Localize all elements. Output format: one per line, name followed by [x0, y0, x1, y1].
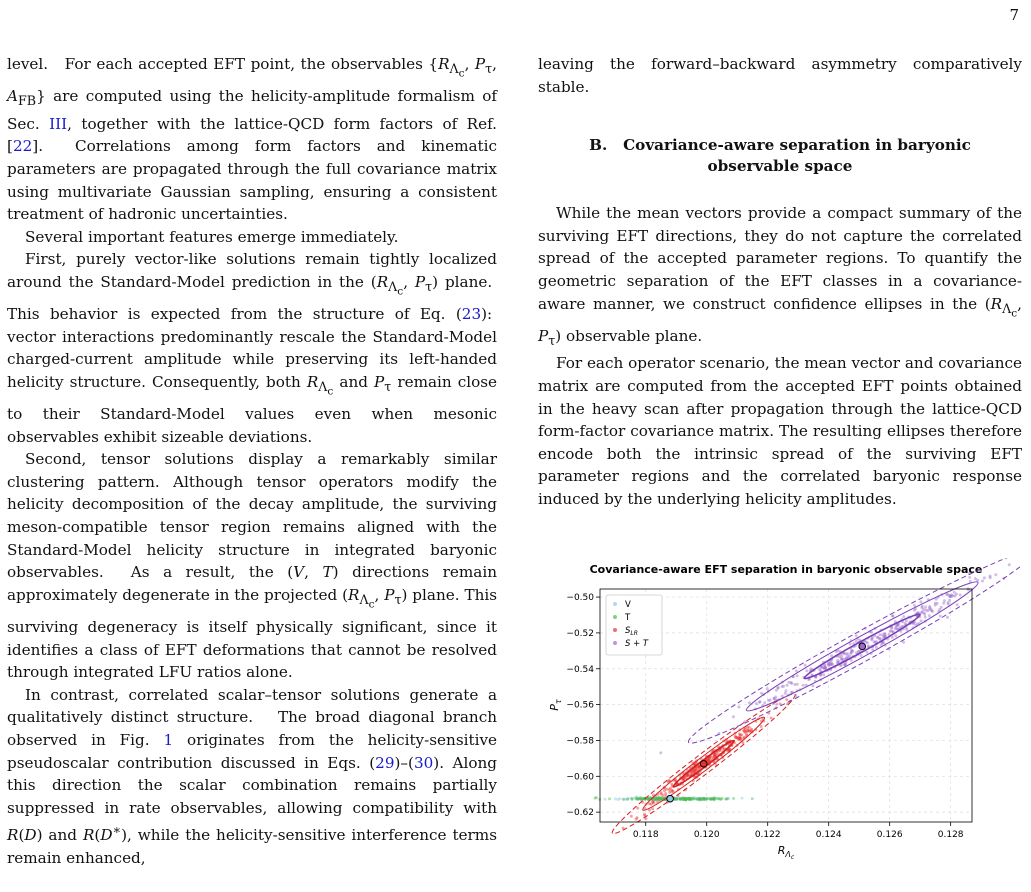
- st-point: [781, 695, 784, 698]
- t-point: [679, 798, 682, 801]
- slr-point: [630, 815, 633, 818]
- st-point: [838, 660, 841, 663]
- st-point: [943, 599, 946, 602]
- st-point: [946, 616, 949, 619]
- paragraph: level. For each accepted EFT point, the observables {$R_{\Lambda_c}$, $P_\tau$, $A_{FB}$} are computed using the helicity-amplitude formalism of Sec. III, together with the lattice-QCD form factors of Ref. [22]. Correlations among form factors and kinematic parameters are propagated through the full covariance matrix using multivariate Gaussian sampling, ensuring a consistent treatment of hadronic uncertainties.: [7, 55, 497, 224]
- y-tick-label: −0.50: [566, 593, 594, 604]
- t-point: [640, 797, 643, 800]
- equation-link[interactable]: 23: [461, 305, 482, 324]
- slr-point: [738, 733, 741, 736]
- x-axis-label: $R_\Lambda c$: [777, 844, 795, 861]
- legend-marker: [613, 615, 617, 619]
- slr-point: [695, 768, 698, 771]
- x-tick-label: 0.128: [937, 830, 964, 840]
- st-point: [959, 594, 962, 597]
- figure: [540, 558, 1020, 888]
- y-tick-label: −0.60: [566, 772, 594, 783]
- slr-point: [760, 725, 763, 728]
- st-point: [913, 604, 916, 607]
- st-point: [939, 615, 942, 618]
- slr-point: [770, 717, 773, 720]
- st-point: [775, 689, 778, 692]
- left-column: [7, 53, 497, 870]
- st-point: [921, 605, 924, 608]
- legend-label: T: [625, 613, 631, 623]
- st-point: [989, 576, 992, 579]
- st-point: [844, 663, 847, 666]
- st-point: [920, 619, 923, 622]
- paragraph: Second, tensor solutions display a remarkably similar clustering pattern. Although tensor operators modify the helicity decomposition of the decay amplitude, the surviving meson-compatible tensor region remains aligned with the Standard-Model helicity structure in integrated baryonic observables. As a result, the (V, T) directions remain approximately degenerate in the projected ($R_{\Lambda_c}$, $P_\tau$) plane. This surviving degeneracy is itself physically significant, since it identifies a class of EFT deformations that cannot be resolved through integrated LFU ratios alone.: [7, 450, 498, 682]
- st-point: [884, 635, 887, 638]
- y-axis-label: $P_\tau$: [548, 699, 563, 711]
- st-point: [1008, 563, 1011, 566]
- st-point: [763, 701, 766, 704]
- legend-marker: [613, 641, 617, 645]
- legend: [606, 595, 662, 655]
- v-point: [614, 797, 617, 800]
- y-tick-label: −0.56: [566, 700, 594, 711]
- legend-label: $S_{LR}$: [625, 626, 638, 637]
- st-point: [796, 674, 799, 677]
- slr-point: [667, 779, 670, 782]
- paragraph: While the mean vectors provide a compact summary of the surviving EFT directions, they do not capture the correlated spread of the accepted parameter regions. To quantify the geometric separation of the EFT classes in a covariance-aware manner, we construct confidence ellipses in the ($R_{\Lambda_c}$, $P_\tau$) observable plane.: [538, 204, 1022, 348]
- st-point: [822, 666, 825, 669]
- st-point: [924, 616, 927, 619]
- st-point: [822, 673, 825, 676]
- st-point: [841, 658, 844, 661]
- t-point: [631, 798, 634, 801]
- st-point: [850, 649, 853, 652]
- slr-point: [668, 791, 671, 794]
- st-point: [919, 600, 922, 603]
- t-point: [726, 797, 729, 800]
- t-point: [715, 797, 718, 800]
- slr-point: [635, 818, 638, 821]
- st-mean-marker: [859, 643, 866, 650]
- y-tick-label: −0.58: [566, 736, 594, 747]
- st-point: [891, 614, 894, 617]
- st-point: [968, 576, 971, 579]
- y-tick-label: −0.54: [566, 664, 594, 675]
- st-point: [928, 607, 931, 610]
- citation-link[interactable]: 22: [12, 137, 33, 156]
- slr-mean-marker: [700, 760, 707, 767]
- st-point: [934, 604, 937, 607]
- st-point: [881, 633, 884, 636]
- t-point: [626, 798, 629, 801]
- st-point: [785, 689, 788, 692]
- st-point: [775, 703, 778, 706]
- st-point: [804, 664, 807, 667]
- t-point: [692, 797, 695, 800]
- paragraph: Several important features emerge immediately.: [25, 227, 399, 246]
- t-point: [675, 797, 678, 800]
- slr-point: [671, 789, 674, 792]
- slr-point: [745, 733, 748, 736]
- st-point: [755, 702, 758, 705]
- st-point: [948, 595, 951, 598]
- st-point: [787, 681, 790, 684]
- st-point: [924, 606, 927, 609]
- st-point: [865, 641, 868, 644]
- st-point: [947, 603, 950, 606]
- t-point: [660, 797, 663, 800]
- t-point: [709, 798, 712, 801]
- st-point: [748, 701, 751, 704]
- t-point: [701, 798, 704, 801]
- equation-link[interactable]: 30: [413, 753, 434, 772]
- st-point: [846, 655, 849, 658]
- v-point: [604, 798, 607, 801]
- t-point: [637, 797, 640, 800]
- slr-point: [739, 737, 742, 740]
- st-point: [790, 682, 793, 685]
- st-point: [773, 697, 776, 700]
- x-tick-label: 0.124: [815, 830, 842, 840]
- st-point: [951, 594, 954, 597]
- figure-link[interactable]: 1: [163, 730, 174, 749]
- paragraph: For each operator scenario, the mean vector and covariance matrix are computed from the accepted EFT points obtained in the heavy scan after propagation through the lattice-QCD form-factor covariance matrix. The resulting ellipses therefore encode both the intrinsic spread of the surviving EFT parameter regions and the correlated baryonic response induced by the underlying helicity amplitudes.: [538, 354, 1022, 508]
- st-point: [855, 640, 858, 643]
- st-point: [913, 609, 916, 612]
- slr-point: [666, 788, 669, 791]
- st-point: [891, 636, 894, 639]
- slr-point: [643, 813, 646, 816]
- t-point: [689, 797, 692, 800]
- v-point: [617, 798, 620, 801]
- t-point: [732, 797, 735, 800]
- st-point: [777, 686, 780, 689]
- x-tick-label: 0.126: [876, 830, 903, 840]
- st-point: [894, 634, 897, 637]
- st-point: [849, 652, 852, 655]
- st-point: [759, 700, 762, 703]
- st-point: [866, 651, 869, 654]
- t-point: [595, 796, 598, 799]
- st-point: [983, 576, 986, 579]
- t-point: [697, 798, 700, 801]
- st-point: [860, 654, 863, 657]
- t-point: [683, 798, 686, 801]
- x-tick-label: 0.118: [632, 830, 659, 840]
- st-point: [786, 684, 789, 687]
- st-point: [967, 588, 970, 591]
- st-point: [802, 684, 805, 687]
- st-point: [974, 577, 977, 580]
- slr-point: [690, 772, 693, 775]
- equation-link[interactable]: 29: [375, 753, 395, 772]
- v-point: [741, 797, 744, 800]
- st-point: [760, 692, 763, 695]
- st-point: [895, 624, 898, 627]
- t-point: [706, 798, 709, 801]
- legend-marker: [613, 602, 617, 606]
- legend-marker: [613, 628, 617, 632]
- t-point: [622, 798, 625, 801]
- st-point: [855, 634, 858, 637]
- confidence-ellipses: [607, 558, 1020, 841]
- st-point: [805, 669, 808, 672]
- x-tick-label: 0.122: [754, 830, 781, 840]
- st-point: [781, 685, 784, 688]
- st-point: [767, 699, 770, 702]
- st-point: [659, 751, 662, 754]
- page-number: 7: [1009, 6, 1019, 24]
- slr-point: [663, 789, 666, 792]
- st-point: [795, 669, 798, 672]
- st-point: [922, 608, 925, 611]
- st-point: [923, 613, 926, 616]
- st-point: [890, 629, 893, 632]
- st-point: [796, 683, 799, 686]
- t-point: [751, 797, 754, 800]
- v-mean-marker: [667, 795, 674, 802]
- slr-point: [636, 807, 639, 810]
- paragraph: First, purely vector-like solutions remain tightly localized around the Standard-Model prediction in the ($R_{\Lambda_c}$, $P_\tau$) plane. This behavior is expected from the structure of Eq. (23): vector interactions predominantly rescale the Standard-Model charged-current amplitude while preserving its left-handed helicity structure. Consequently, both $R_{\Lambda_c}$ and $P_\tau$ remain close to their Standard-Model values even when mesonic observables exhibit sizeable deviations.: [7, 250, 498, 446]
- legend-label: S + T: [625, 639, 649, 649]
- slr-point: [697, 766, 700, 769]
- slr-point: [785, 698, 788, 701]
- st-point: [829, 663, 832, 666]
- st-point: [902, 615, 905, 618]
- slr-point: [651, 801, 654, 804]
- right-column: [538, 53, 1022, 511]
- st-point: [920, 611, 923, 614]
- st-point: [902, 641, 905, 644]
- slr-point: [743, 729, 746, 732]
- slr-point: [660, 793, 663, 796]
- chart-title: Covariance-aware EFT separation in baryonic observable space: [589, 563, 983, 576]
- legend-label: V: [625, 600, 631, 610]
- t-point: [608, 797, 611, 800]
- paragraph: In contrast, correlated scalar–tensor solutions generate a qualitatively distinct structure. The broad diagonal branch observed in Fig. 1 originates from the helicity-sensitive pseudoscalar contribution discussed in Eqs. (29)–(30). Along this direction the scalar combination remains partially suppressed in rate observables, allowing compatibility with R(D) and R(D∗), while the helicity-sensitive interference terms remain enhanced,: [7, 685, 498, 867]
- section-link[interactable]: III: [49, 114, 68, 133]
- st-point: [818, 668, 821, 671]
- y-tick-label: −0.62: [566, 808, 594, 819]
- st-point: [737, 706, 740, 709]
- t-point: [654, 798, 657, 801]
- t-point: [719, 797, 722, 800]
- paragraph: leaving the forward–backward asymmetry comparatively stable.: [538, 55, 1022, 96]
- st-point: [953, 591, 956, 594]
- scatter-chart: [540, 558, 1020, 888]
- slr-point: [747, 729, 750, 732]
- slr-point: [734, 736, 737, 739]
- st-point: [981, 580, 984, 583]
- st-point: [942, 602, 945, 605]
- st-point: [956, 603, 959, 606]
- st-point: [830, 654, 833, 657]
- x-tick-label: 0.120: [693, 830, 720, 840]
- st-point: [928, 614, 931, 617]
- st-point: [732, 715, 735, 718]
- y-tick-label: −0.52: [566, 628, 594, 639]
- t-point: [713, 797, 716, 800]
- st-point: [875, 646, 878, 649]
- section-heading: B. Covariance-aware separation in baryonic observable space: [589, 136, 971, 176]
- st-point: [994, 573, 997, 576]
